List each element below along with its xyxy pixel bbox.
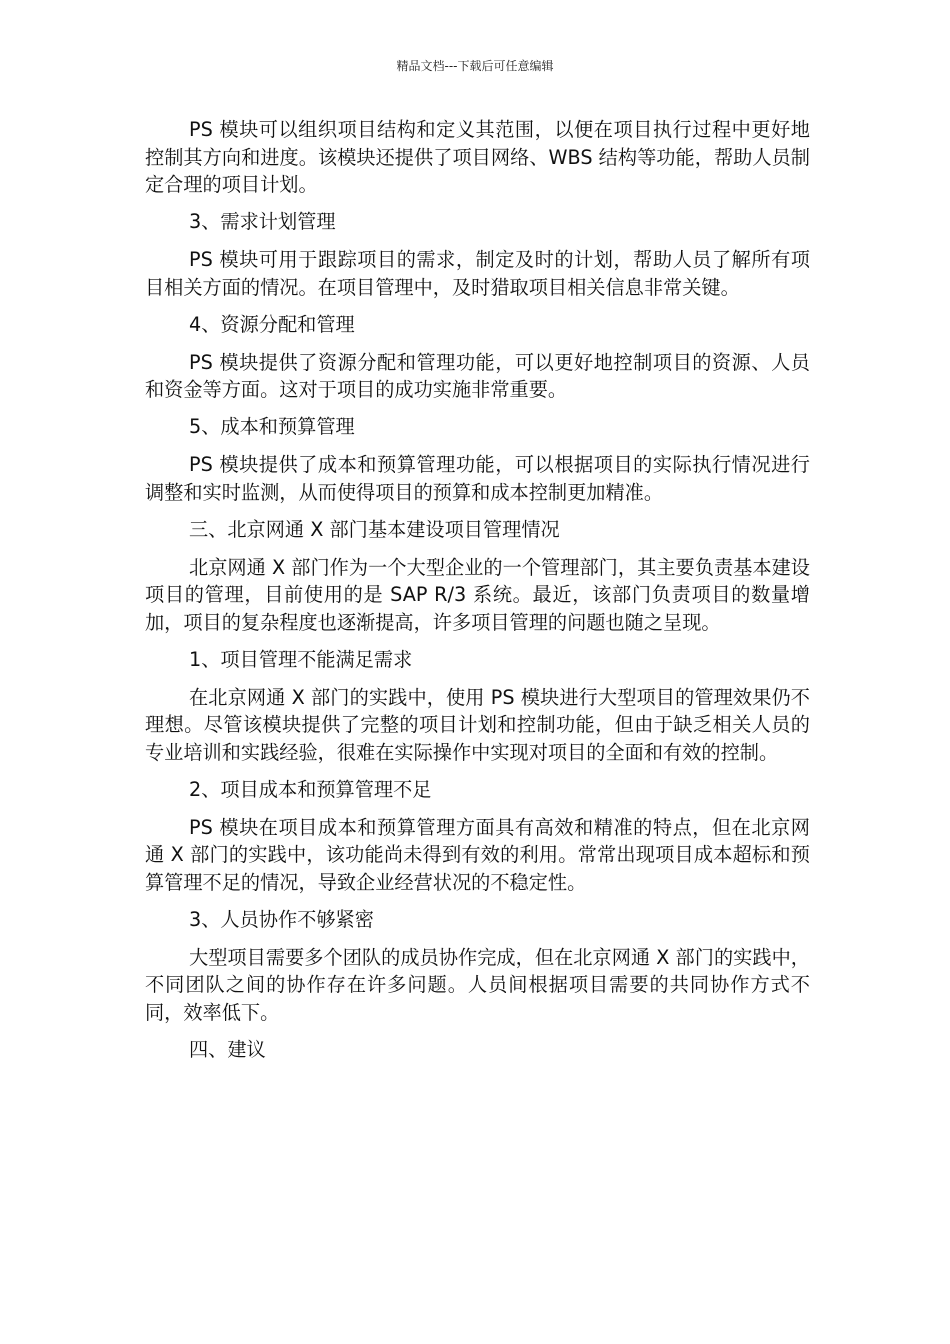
section-heading: 三、北京网通 X 部门基本建设项目管理情况 xyxy=(189,517,560,541)
paragraph: 大型项目需要多个团队的成员协作完成，但在北京网通 X 部门的实践中，不同团队之间的协作存在许多问题。人员间根据项目需要的共同协作方式不同，效率低下。 xyxy=(145,945,810,1024)
section-heading: 1、项目管理不能满足需求 xyxy=(189,647,413,671)
paragraph: 在北京网通 X 部门的实践中，使用 PS 模块进行大型项目的管理效果仍不理想。尽管该模块提供了完整的项目计划和控制功能，但由于缺乏相关人员的专业培训和实践经验，很难在实际操作中实现对项目的全面和有效的控制。 xyxy=(145,685,810,764)
paragraph: PS 模块可用于跟踪项目的需求，制定及时的计划，帮助人员了解所有项目相关方面的情况。在项目管理中，及时猎取项目相关信息非常关键。 xyxy=(145,248,810,299)
paragraph: 北京网通 X 部门作为一个大型企业的一个管理部门，其主要负责基本建设项目的管理，目前使用的是 SAP R/3 系统。最近，该部门负责项目的数量增加，项目的复杂程度也逐渐提高，许多项目管理的问题也随之呈现。 xyxy=(145,555,810,634)
section-heading: 四、建议 xyxy=(189,1037,266,1061)
section-heading: 3、人员协作不够紧密 xyxy=(189,907,374,931)
paragraph: PS 模块提供了资源分配和管理功能，可以更好地控制项目的资源、人员和资金等方面。这对于项目的成功实施非常重要。 xyxy=(145,350,810,401)
section-heading: 5、成本和预算管理 xyxy=(189,415,355,438)
document-body xyxy=(145,116,810,1074)
paragraph: PS 模块在项目成本和预算管理方面具有高效和精准的特点，但在北京网通 X 部门的实践中，该功能尚未得到有效的利用。常常出现项目成本超标和预算管理不足的情况，导致企业经营状况的不稳定性。 xyxy=(145,815,810,894)
section-heading: 4、资源分配和管理 xyxy=(189,312,355,336)
section-heading: 3、需求计划管理 xyxy=(189,210,336,233)
page-header: 精品文档---下载后可任意编辑 xyxy=(396,59,554,73)
paragraph: PS 模块提供了成本和预算管理功能，可以根据项目的实际执行情况进行调整和实时监测，从而使得项目的预算和成本控制更加精准。 xyxy=(145,453,810,504)
section-heading: 2、项目成本和预算管理不足 xyxy=(189,777,432,801)
paragraph: PS 模块可以组织项目结构和定义其范围，以便在项目执行过程中更好地控制其方向和进度。该模块还提供了项目网络、WBS 结构等功能，帮助人员制定合理的项目计划。 xyxy=(145,118,810,196)
